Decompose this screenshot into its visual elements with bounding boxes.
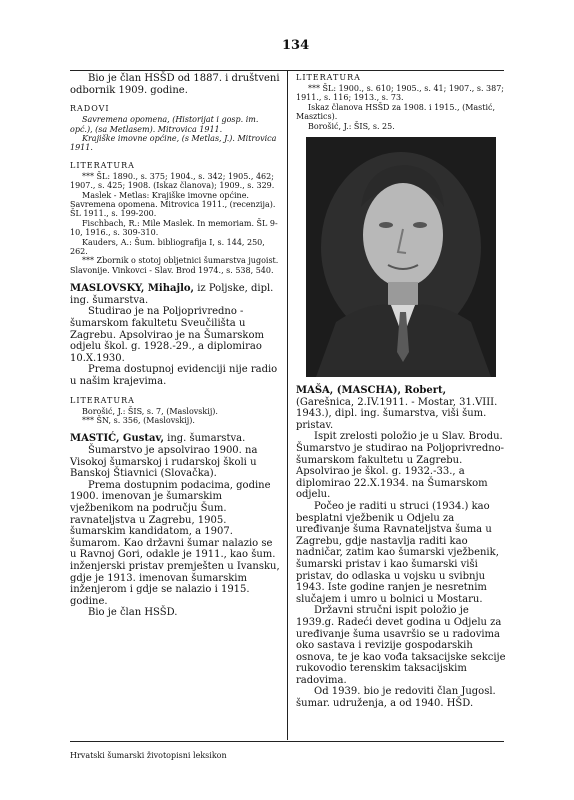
radovi-item: Krajiške imovne općine, (s Metlas, J.). Mitrovica 1911.: [70, 134, 277, 153]
entry-paragraph: Šumarstvo je apsolvirao 1900. na Visokoj šumarskoj i rudarskoj školi u Banskoj Štiavnici (Slovačka).: [70, 445, 258, 480]
entry-heading-mastic: MASTIĆ, Gustav, ing. šumarstva.: [70, 433, 246, 445]
literatura-item: Maslek - Metlas: Krajiške imovne općine. Savremena opomena. Mitrovica 1911., (recenzija). ŠL 1911., s. 199-200.: [70, 190, 276, 219]
entry-intro-text: Bio je član HSŠD od 1887. i društveni odbornik 1909. godine.: [70, 73, 280, 96]
entry-paragraph: Studirao je na Poljoprivredno - šumarskom fakultetu Sveučilišta u Zagrebu. Apsolvirao je na Šumarskom odjelu škol. g. 1928.-29., a diplomirao 10.X.1930.: [70, 306, 264, 364]
radovi-heading: RADOVI: [70, 104, 110, 114]
bottom-rule: [70, 741, 504, 742]
literatura-item: Borošić, J.: ŠIS, s. 7, (Maslovskij).: [82, 406, 218, 416]
literatura-item: Fischbach, R.: Mile Maslek. In memoriam. ŠL 9-10, 1916., s. 309-310.: [70, 218, 278, 238]
right-column: [296, 73, 506, 710]
literatura-item: Borošić, J.: ŠIS, s. 25.: [308, 121, 395, 131]
literatura-item: *** ŠL: 1900., s. 610; 1905., s. 41; 1907., s. 387; 1911., s. 116; 1913., s. 73.: [296, 84, 505, 103]
page-number: 134: [282, 38, 310, 53]
entry-heading-masa: MAŠA, (MASCHA), Robert, (Garešnica, 2.IV.1911. - Mostar, 31.VIII. 1943.), dipl. ing. šumarstva, viši šum. pristav.: [296, 385, 498, 431]
literatura-heading: LITERATURA: [70, 160, 135, 170]
entry-paragraph: Ispit zrelosti položio je u Slav. Brodu. Šumarstvo je studirao na Poljoprivredno-šumarskom fakultetu u Zagrebu. Apsolvirao je škol. g. 1932.-33., a diplomirao 22.X.1934. na Šumarskom odjelu.: [296, 431, 505, 501]
literatura-heading: LITERATURA: [296, 73, 361, 82]
literatura-heading: LITERATURA: [70, 395, 135, 405]
entry-paragraph: Od 1939. bio je redoviti član Jugosl. šumar. udruženja, a od 1940. HŠD.: [296, 686, 496, 710]
literatura-item: Iskaz članova HSŠD za 1908. i 1915., (Mastić, Masztics).: [296, 102, 496, 122]
literatura-item: *** ŠN, s. 356, (Maslovskij).: [82, 416, 195, 426]
literatura-item: *** ŠL: 1890., s. 375; 1904., s. 342; 1905., 462; 1907., s. 425; 1908. (Iskaz članova); 1909., s. 329.: [70, 171, 275, 191]
entry-paragraph: Počeo je raditi u struci (1934.) kao besplatni vježbenik u Odjelu za uređivanje šuma Ravnateljstva šuma u Zagrebu, gdje nastavlja raditi kao nadničar, zatim kao šumarski vježbenik, šumarski pristav i kao šumarski viši pristav, do odlaska u vojsku u svibnju 1943. Iste godine ranjen je nesretnim slučajem i umro u bolnici u Mostaru.: [296, 500, 499, 605]
entry-heading-maslovsky: MASLOVSKY, Mihajlo, iz Poljske, dipl. ing. šumarstva.: [70, 283, 274, 306]
portrait-illustration: [306, 137, 496, 377]
entry-paragraph: Bio je član HSŠD.: [88, 607, 178, 619]
portrait-photo: [306, 137, 496, 377]
entry-paragraph: Državni stručni ispit položio je 1939.g. Radeći devet godina u Odjelu za uređivanje šuma usavršio se u radovima oko sastava i revizije gospodarskih osnova, te je kao vođa taksacijske sekcije rukovodio terenskim taksacijskim radovima.: [296, 605, 506, 686]
column-divider: [287, 70, 288, 740]
footer-text: Hrvatski šumarski životopisni leksikon: [70, 751, 227, 760]
literatura-item: Kauders, A.: Šum. bibliografija I, s. 144, 250, 262.: [70, 237, 265, 257]
left-column: [70, 73, 280, 619]
entry-paragraph: Prema dostupnim podacima, godine 1900. imenovan je šumarskim vježbenikom na području Šum. ravnateljstva u Zagrebu, 1905. šumarskim kandidatom, a 1907. šumarom. Kao državni šumar nalazio se u Ravnoj Gori, odakle je 1911., kao šum. inženjerski pristav premješten u Ivansku, gdje je 1913. imenovan šumarskim inženjerom i gdje se nalazio i 1915. godine.: [70, 479, 280, 607]
entry-paragraph: Prema dostupnoj evidenciji nije radio u našim krajevima.: [70, 364, 278, 388]
radovi-item: Savremena opomena, (Historijat i gosp. im. opć.), (sa Metlasem). Mitrovica 1911.: [70, 115, 259, 134]
literatura-item: *** Zbornik o stotoj obljetnici šumarstva jugoist. Slavonije. Vinkovci - Slav. Brod 1974., s. 538, 540.: [70, 256, 279, 275]
